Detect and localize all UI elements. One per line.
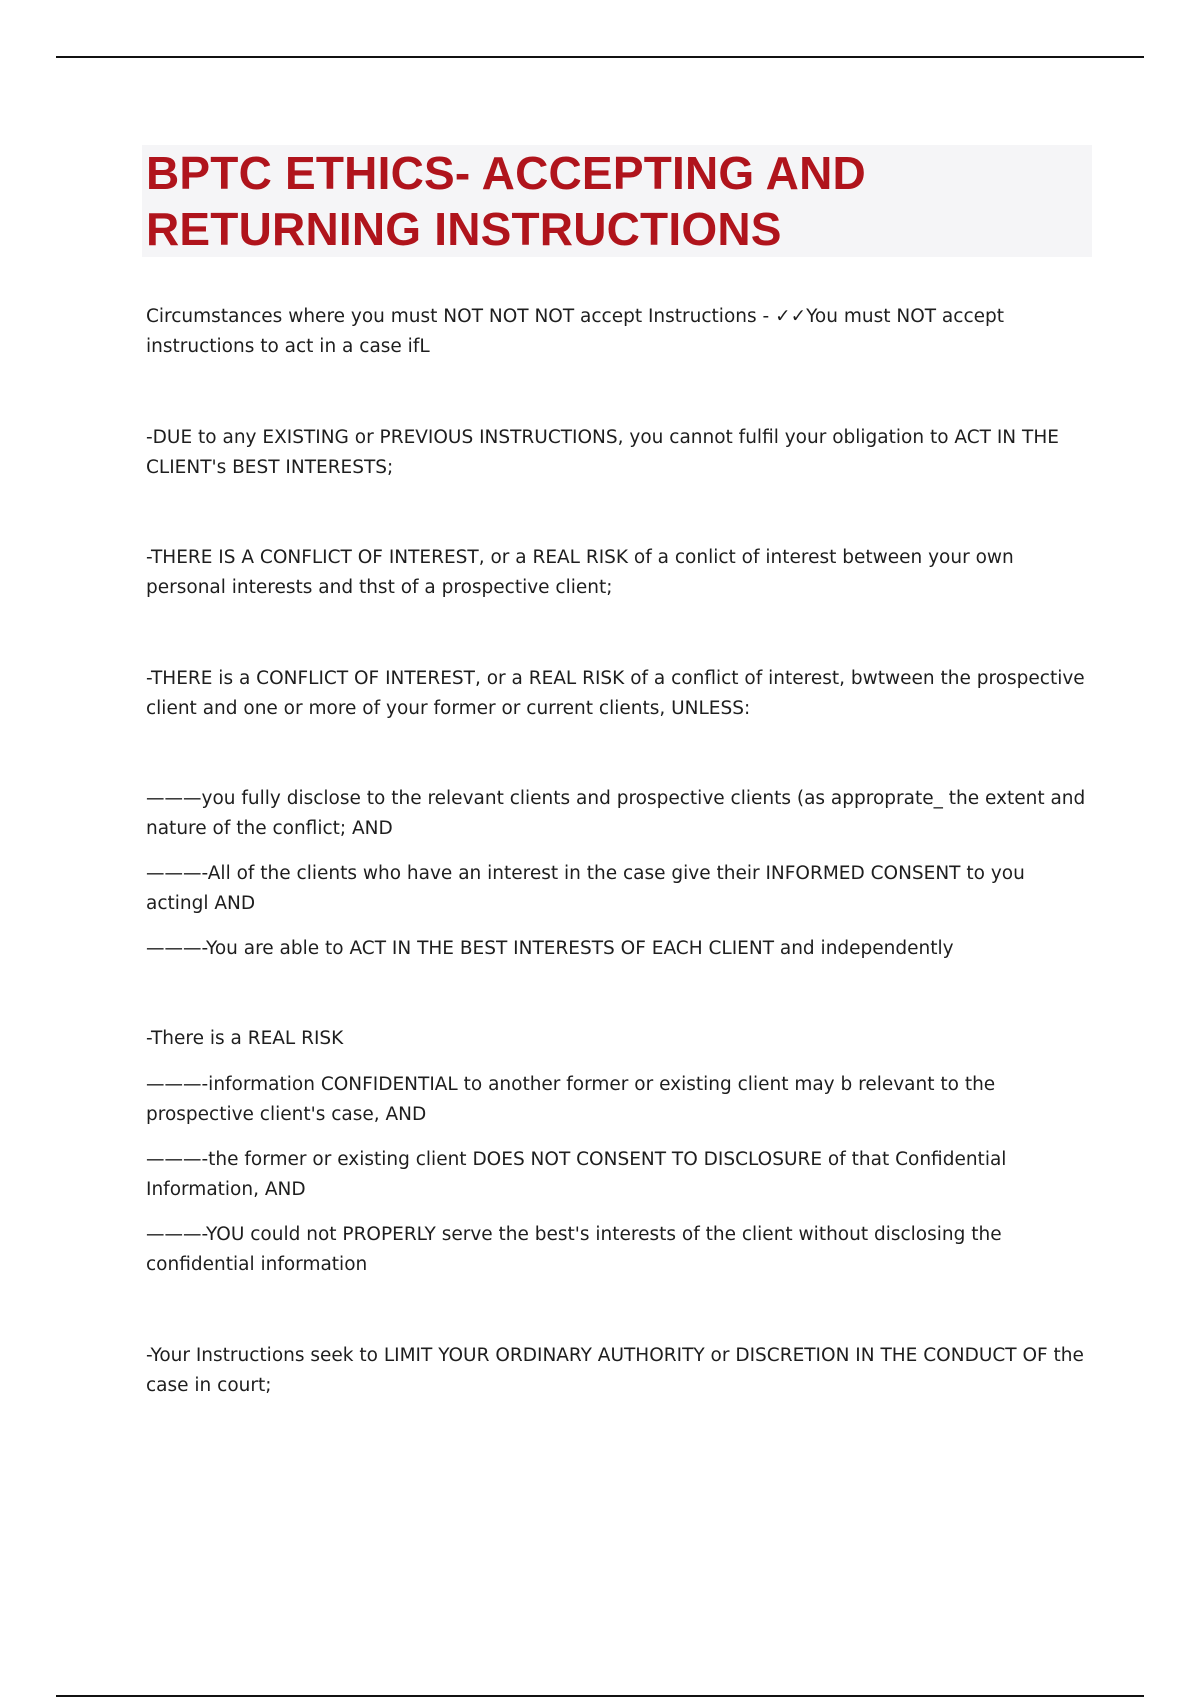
condition-paragraph: -There is a REAL RISK [146, 1028, 344, 1049]
sub-condition-paragraph: ———-the former or existing client DOES NOT CONSENT TO DISCLOSURE of that Confidential Information, AND [146, 1149, 1007, 1200]
header-rule [56, 56, 1144, 58]
document-title [146, 145, 1086, 257]
sub-condition-paragraph: ———-information CONFIDENTIAL to another former or existing client may b relevant to the prospective client's case, AND [146, 1074, 996, 1125]
condition-paragraph: -THERE IS A CONFLICT OF INTEREST, or a REAL RISK of a conlict of interest between your own personal interests and thst of a prospective client; [146, 547, 1014, 598]
footer-rule [56, 1695, 1144, 1697]
condition-paragraph: -Your Instructions seek to LIMIT YOUR ORDINARY AUTHORITY or DISCRETION IN THE CONDUCT OF the case in court; [146, 1345, 1084, 1396]
title-line-1: BPTC ETHICS- ACCEPTING AND [146, 147, 866, 199]
sub-condition-paragraph: ———-You are able to ACT IN THE BEST INTERESTS OF EACH CLIENT and independently [146, 938, 954, 959]
intro-paragraph: Circumstances where you must NOT NOT NOT accept Instructions - ✓✓You must NOT accept instructions to act in a case ifL [146, 306, 1004, 357]
sub-condition-paragraph: ———you fully disclose to the relevant clients and prospective clients (as approprate_ the extent and nature of the conflict; AND [146, 788, 1086, 839]
sub-condition-paragraph: ———-All of the clients who have an interest in the case give their INFORMED CONSENT to you actingl AND [146, 863, 1025, 914]
condition-paragraph: -THERE is a CONFLICT OF INTEREST, or a REAL RISK of a conflict of interest, bwtween the prospective client and one or more of your former or current clients, UNLESS: [146, 668, 1085, 719]
title-line-2: RETURNING INSTRUCTIONS [146, 203, 782, 255]
sub-condition-paragraph: ———-YOU could not PROPERLY serve the best's interests of the client without disclosing the confidential information [146, 1224, 1002, 1275]
condition-paragraph: -DUE to any EXISTING or PREVIOUS INSTRUCTIONS, you cannot fulfil your obligation to ACT IN THE CLIENT's BEST INTERESTS; [146, 427, 1059, 478]
